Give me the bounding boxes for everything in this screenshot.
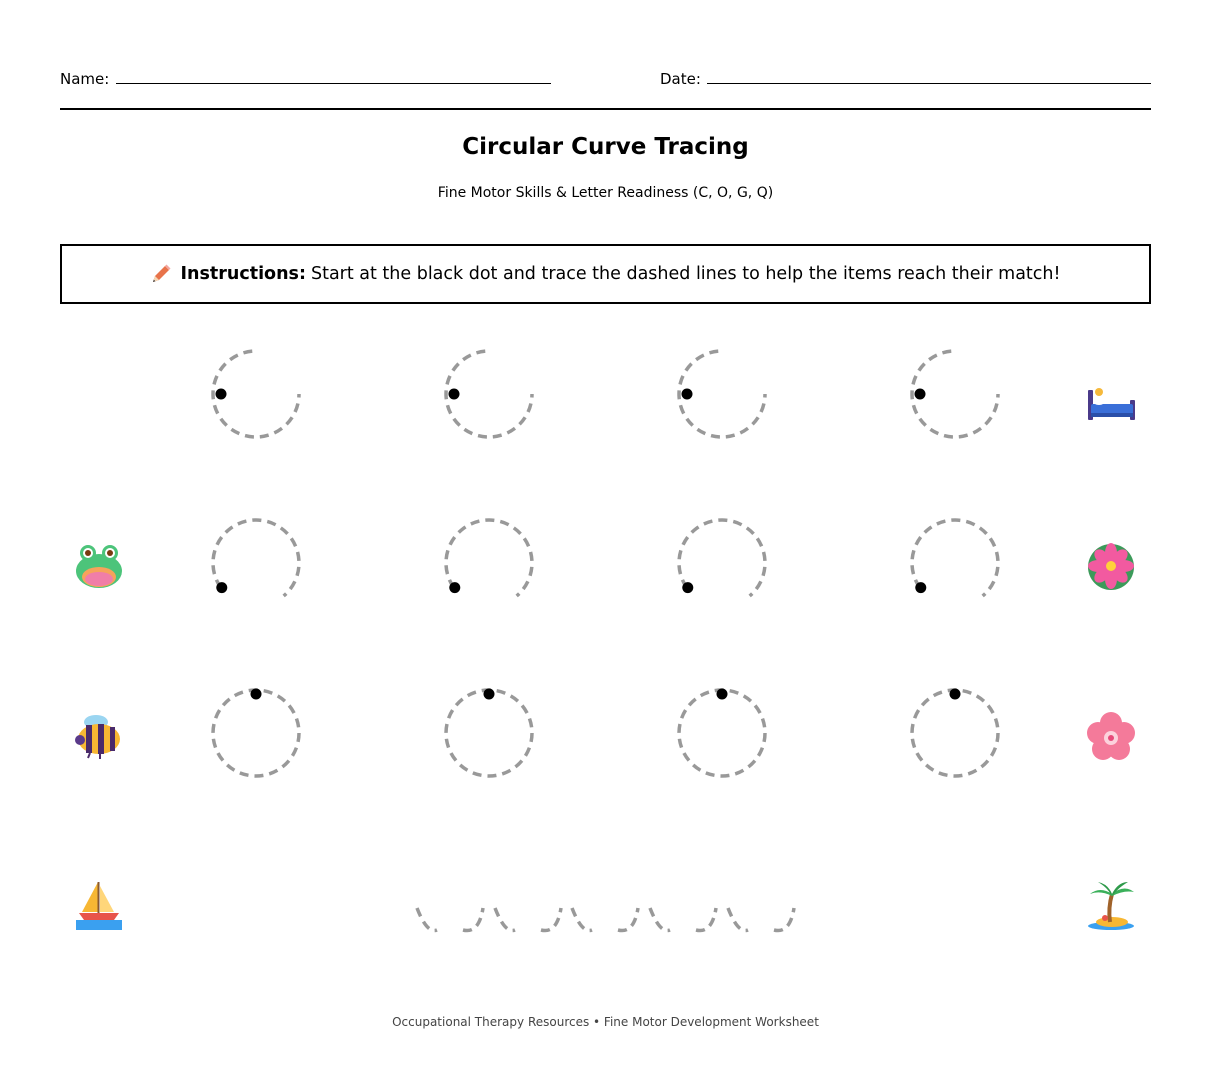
instructions-label: Instructions: <box>180 264 306 284</box>
start-dot <box>950 689 961 700</box>
wave-path[interactable] <box>728 908 794 931</box>
o-circle-path[interactable] <box>213 690 299 776</box>
wave-path[interactable] <box>417 908 483 931</box>
start-dot <box>915 389 926 400</box>
start-dot <box>216 389 227 400</box>
lotus-flower-icon <box>1086 541 1136 591</box>
start-dot <box>915 582 926 593</box>
start-dot <box>449 389 460 400</box>
instructions-box <box>60 244 1151 304</box>
page-subtitle: Fine Motor Skills & Letter Readiness (C, O, G, Q) <box>437 185 774 201</box>
bee-icon <box>74 712 124 762</box>
start-dot <box>484 689 495 700</box>
palm-island-icon <box>1086 880 1136 930</box>
wave-path[interactable] <box>495 908 561 931</box>
wave-path[interactable] <box>572 908 638 931</box>
start-dot <box>449 582 460 593</box>
sailboat-icon <box>74 880 124 930</box>
name-field[interactable] <box>116 83 551 84</box>
o-circle-path[interactable] <box>679 690 765 776</box>
date-label: Date: <box>660 70 701 88</box>
o-circle-path[interactable] <box>912 690 998 776</box>
start-dot <box>717 689 728 700</box>
o-circle-path[interactable] <box>446 690 532 776</box>
header-divider <box>60 108 1151 110</box>
start-dot <box>682 582 693 593</box>
start-dot <box>251 689 262 700</box>
name-date-row <box>60 70 1151 90</box>
name-label: Name: <box>60 70 110 88</box>
footer-text: Occupational Therapy Resources • Fine Motor Development Worksheet <box>392 1015 819 1029</box>
pencil-icon <box>150 263 172 285</box>
date-field[interactable] <box>707 83 1151 84</box>
instructions-text: Start at the black dot and trace the dashed lines to help the items reach their match! <box>310 264 1061 284</box>
frog-icon <box>74 541 124 591</box>
start-dot <box>682 389 693 400</box>
start-dot <box>216 582 227 593</box>
bed-icon <box>1086 378 1136 428</box>
wave-path[interactable] <box>650 908 716 931</box>
page-title: Circular Curve Tracing <box>462 134 749 160</box>
cherry-blossom-icon <box>1086 712 1136 762</box>
crescent-moon-icon <box>76 375 126 425</box>
